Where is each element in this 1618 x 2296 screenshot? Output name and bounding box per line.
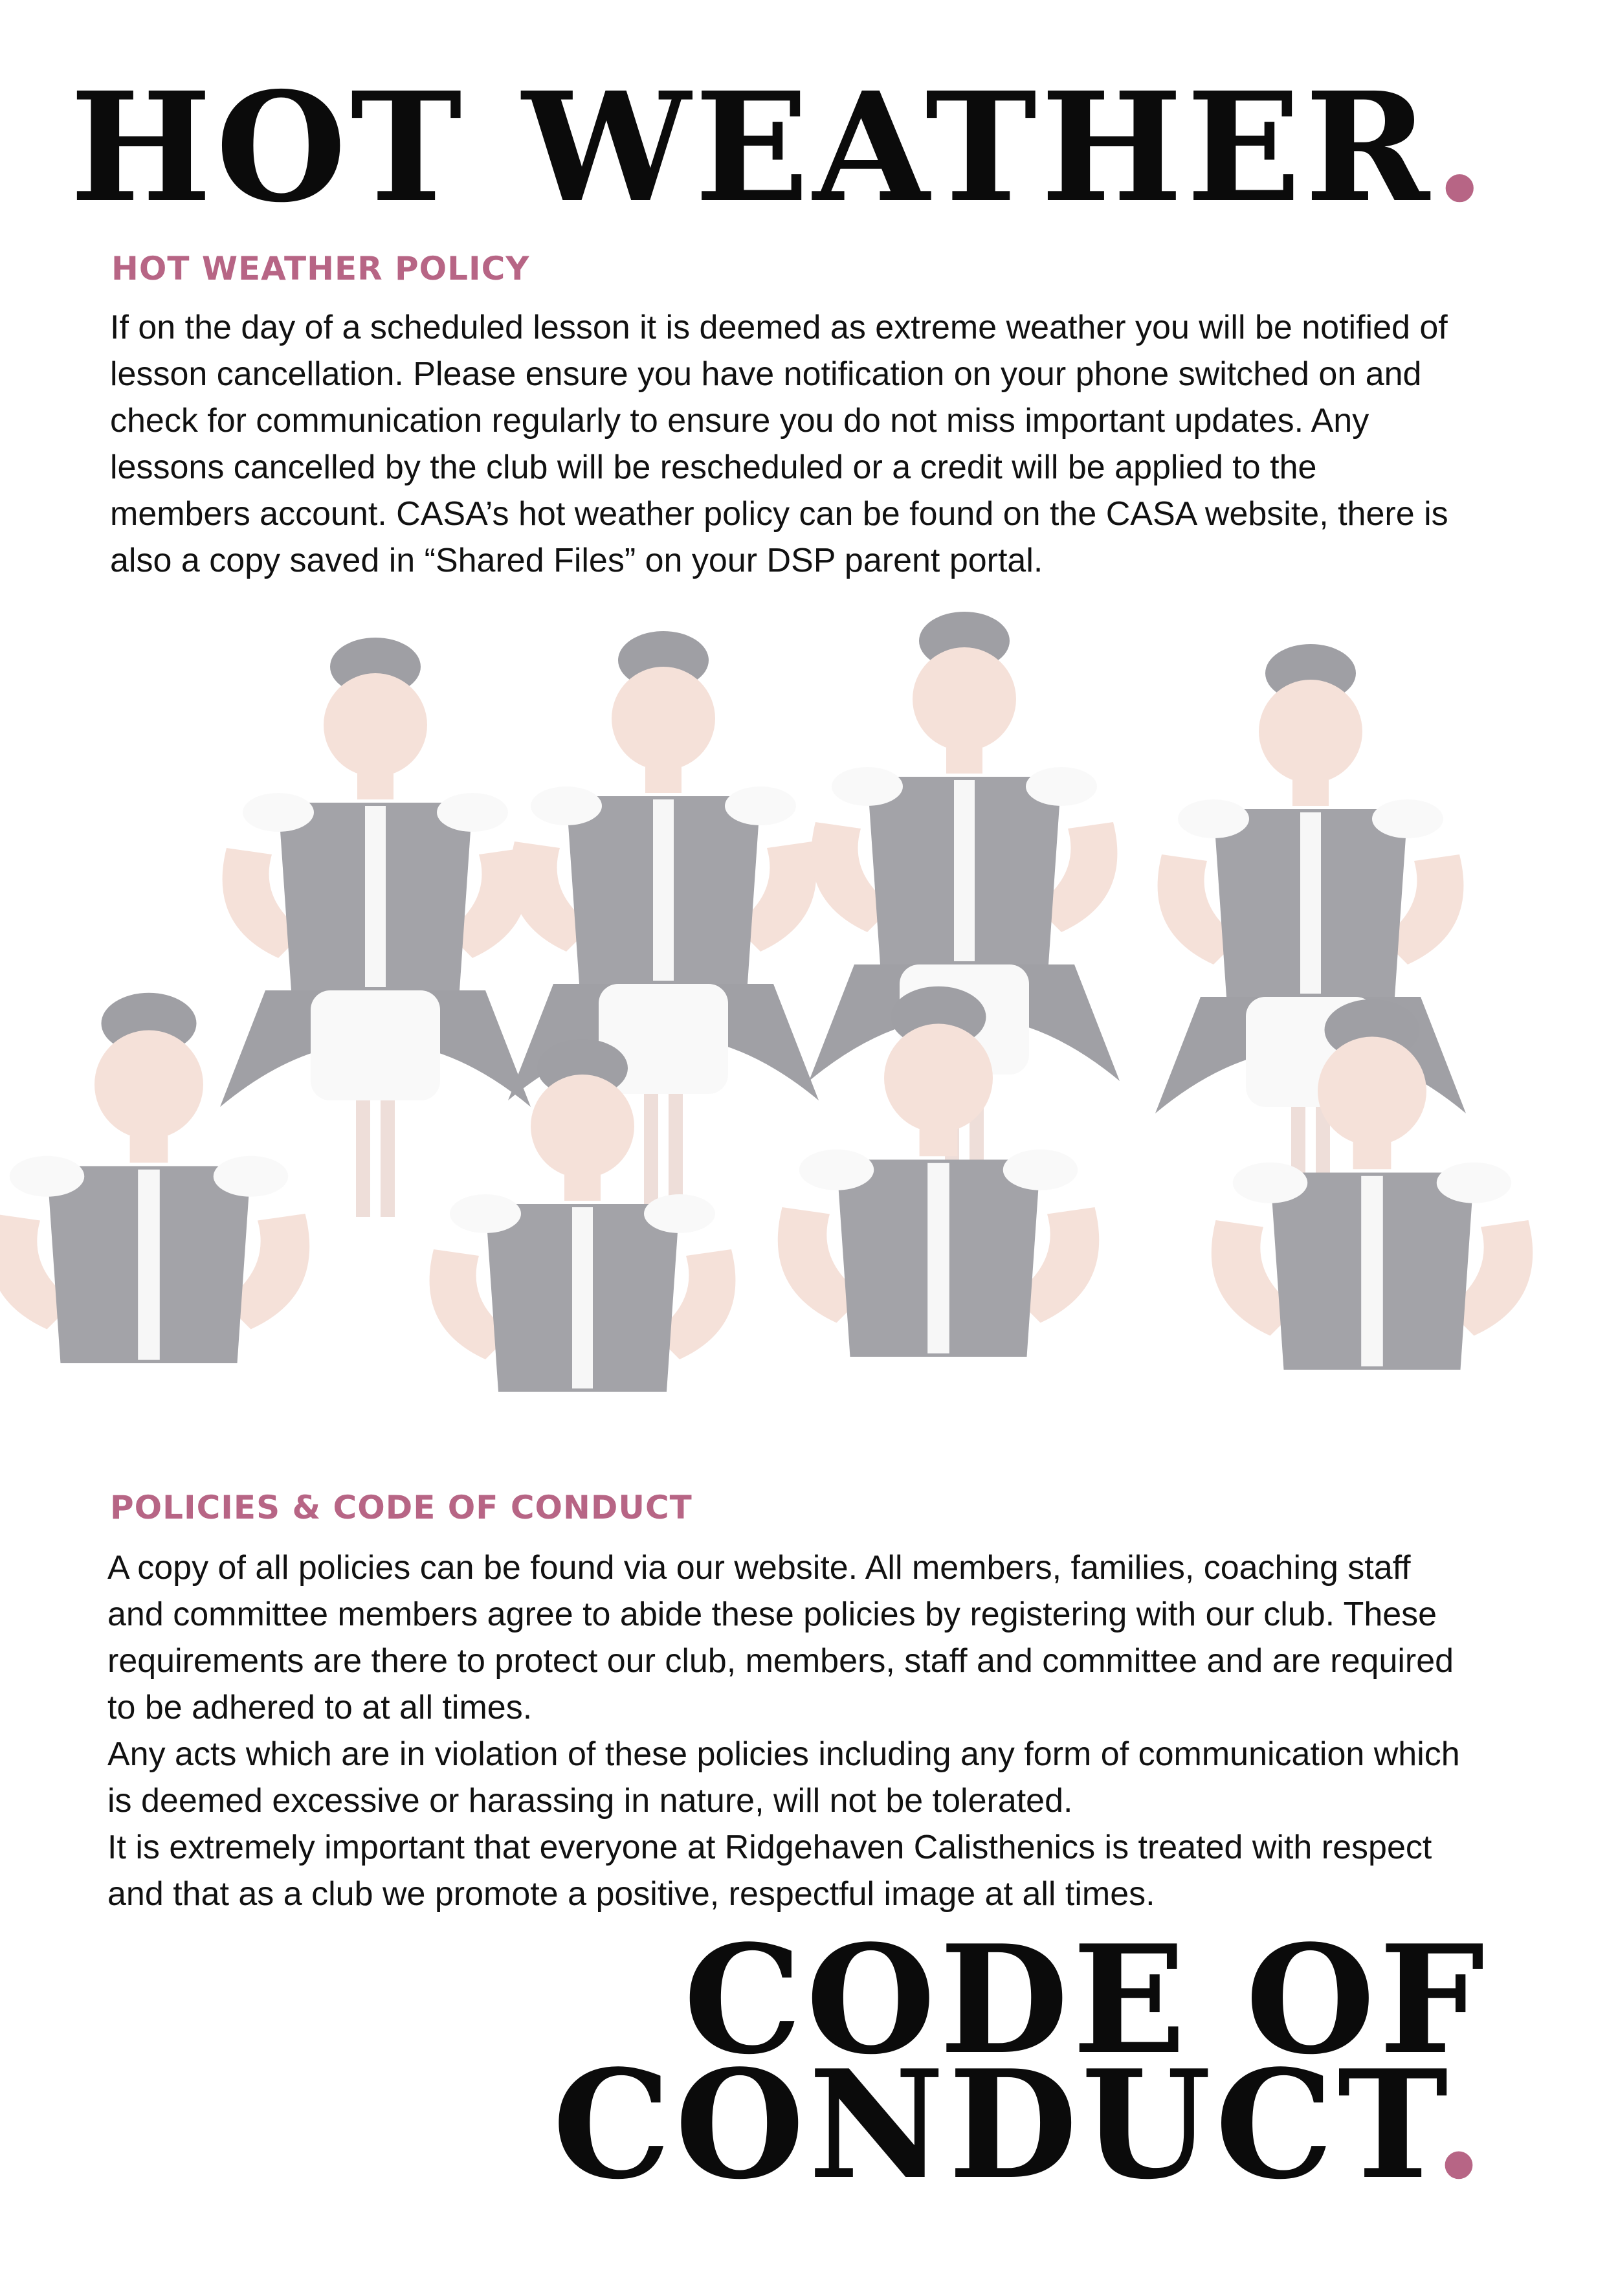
paragraph-line: Any acts which are in violation of these policies including any form of communication which [107,1735,1460,1773]
page-title-code-of: CODE OF [683,1913,1489,2088]
shoulder-ruffle [1233,1163,1308,1203]
shoulder-ruffle [1026,767,1097,806]
shoulder-ruffle [644,1194,715,1233]
page-title-hot-weather [70,59,1490,236]
face [1259,680,1362,783]
neck [946,748,982,774]
paragraph-line: lesson cancellation. Please ensure you have notification on your phone switched on and [110,355,1422,393]
shoulder-ruffle [1178,799,1249,838]
paragraph-line: and committee members agree to abide these policies by registering with our club. These [107,1596,1437,1633]
neck [1292,780,1329,806]
neck [920,1129,958,1156]
shoulder-ruffle [1437,1163,1512,1203]
neck [564,1175,601,1201]
hot-weather-policy-heading: HOT WEATHER POLICY [111,250,530,287]
paragraph-line: check for communication regularly to ensure you do not miss important updates. Any [110,402,1369,440]
apron [311,990,440,1100]
bodice-trim [572,1207,593,1388]
paragraph-line: to be adhered to at all times. [107,1689,533,1726]
policies-code-of-conduct-heading: POLICIES & CODE OF CONDUCT [110,1489,693,1526]
leg [644,1094,658,1210]
shoulder-ruffle [214,1156,289,1197]
bodice-trim [954,780,975,961]
face [324,673,427,777]
neck [1353,1142,1391,1169]
shoulder-ruffle [243,793,314,832]
neck [357,774,393,799]
title-dot: . [1433,59,1490,236]
shoulder-ruffle [531,786,602,825]
neck [130,1135,168,1163]
bodice-trim [1300,812,1321,994]
leg [669,1094,683,1210]
shoulder-ruffle [1372,799,1443,838]
shoulder-ruffle [450,1194,521,1233]
paragraph-line: and that as a club we promote a positive, respectful image at all times. [107,1875,1155,1913]
face [612,667,715,770]
bodice-trim [653,799,674,981]
shoulder-ruffle [725,786,796,825]
page-title-conduct [552,2038,1489,2212]
paragraph-line: also a copy saved in “Shared Files” on your DSP parent portal. [110,542,1043,579]
bodice-trim [365,806,386,987]
paragraph-line: It is extremely important that everyone at Ridgehaven Calisthenics is treated with respect [107,1829,1432,1866]
paragraph-line: A copy of all policies can be found via our website. All members, families, coaching staff [107,1549,1411,1587]
neck [645,767,682,793]
paragraph-line: is deemed excessive or harassing in nature, will not be tolerated. [107,1782,1073,1820]
face [94,1031,203,1139]
shoulder-ruffle [1003,1150,1078,1190]
leg [356,1100,370,1217]
policies-text [107,1544,1460,1917]
bodice-trim [138,1170,160,1360]
leg [381,1100,395,1217]
bodice-trim [1361,1176,1383,1366]
face [913,647,1016,751]
shoulder-ruffle [832,767,903,806]
paragraph-line: lessons cancelled by the club will be rescheduled or a credit will be applied to the [110,449,1317,486]
hot-weather-policy-text [110,304,1448,584]
face [1318,1037,1426,1146]
team-photo [0,602,1618,1458]
bodice-trim [927,1163,949,1354]
shoulder-ruffle [799,1150,874,1190]
title-text: HOT WEATHER [70,59,1434,236]
face [531,1075,634,1178]
title-dot: . [1432,2038,1489,2212]
shoulder-ruffle [10,1156,85,1197]
shoulder-ruffle [437,793,508,832]
title-text: CONDUCT [552,2038,1433,2212]
paragraph-line: requirements are there to protect our club, members, staff and committee and are required [107,1642,1454,1680]
face [884,1024,993,1133]
paragraph-line: members account. CASA’s hot weather policy can be found on the CASA website, there is [110,495,1448,533]
paragraph-line: If on the day of a scheduled lesson it is deemed as extreme weather you will be notified of [110,309,1448,346]
